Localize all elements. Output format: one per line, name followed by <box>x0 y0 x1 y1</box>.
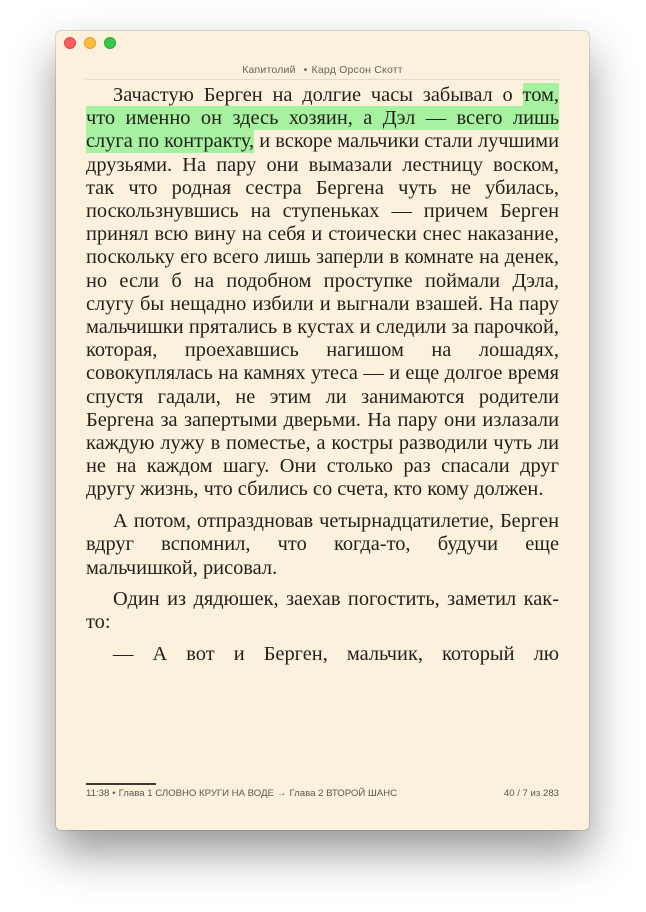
header-divider <box>86 79 559 80</box>
book-header <box>56 64 589 76</box>
text-highlight[interactable]: том, что именно он здесь хозяин, а Дэл — всего лишь слуга по контракту, <box>86 84 559 153</box>
current-chapter[interactable]: Глава 1 СЛОВНО КРУГИ НА ВОДЕ <box>118 788 274 799</box>
reader-window <box>56 31 589 830</box>
page-position: 40 / 7 из 283 <box>503 788 559 799</box>
clock-time: 11:38 <box>86 788 110 799</box>
footer-separator: • <box>112 788 116 799</box>
paragraph-text: Зачастую Берген на долгие часы забывал о <box>113 84 523 106</box>
paragraph[interactable]: А потом, отпраздновав четырнадцатилетие, Берген вдруг вспомнил, что когда-то, будучи еще мальчишкой, рисовал. <box>86 510 559 579</box>
next-chapter[interactable]: Глава 2 ВТОРОЙ ШАНС <box>289 788 398 799</box>
book-author: Кард Орсон Скотт <box>311 64 403 76</box>
paragraph[interactable]: — А вот и Берген, мальчик, который лю <box>113 643 559 666</box>
arrow-right-icon: → <box>276 788 287 799</box>
zoom-button[interactable] <box>104 37 116 49</box>
page-content[interactable] <box>86 84 559 675</box>
paragraph-text: и вскоре мальчики стали лучшими друзьями. На пару они вымазали лестницу воском, так что родная сестра Бергена чуть не убилась, поскользнувшись на ступеньках — причем Берген принял всю вину на себя и стоически снес наказание, поскольку его всего лишь заперли в комнате на денек, но если б на подобном проступке поймали Дэла, слугу бы нещадно избили и выгнали взашей. На пару мальчишки прятались в кустах и следили за парочкой, которая, проехавшись нагишом на лошадях, совокуплялась на камнях утеса — и еще долгое время спустя гадали, не этим ли занимаются родители Бергена за запертыми дверьми. На пару они излазали каждую лужу в поместье, а костры разводили чуть ли не на каждом шагу. Они столько раз спасали друг другу жизнь, что сбились со счета, кто кому должен. <box>86 130 559 501</box>
window-controls <box>64 37 116 49</box>
reading-progress-line <box>86 783 156 785</box>
close-button[interactable] <box>64 37 76 49</box>
minimize-button[interactable] <box>84 37 96 49</box>
paragraph[interactable]: Один из дядюшек, заехав погостить, заметил как-то: <box>86 588 559 634</box>
paragraph[interactable] <box>86 84 559 502</box>
header-separator: • <box>303 64 308 76</box>
book-title: Капитолий <box>242 64 296 76</box>
